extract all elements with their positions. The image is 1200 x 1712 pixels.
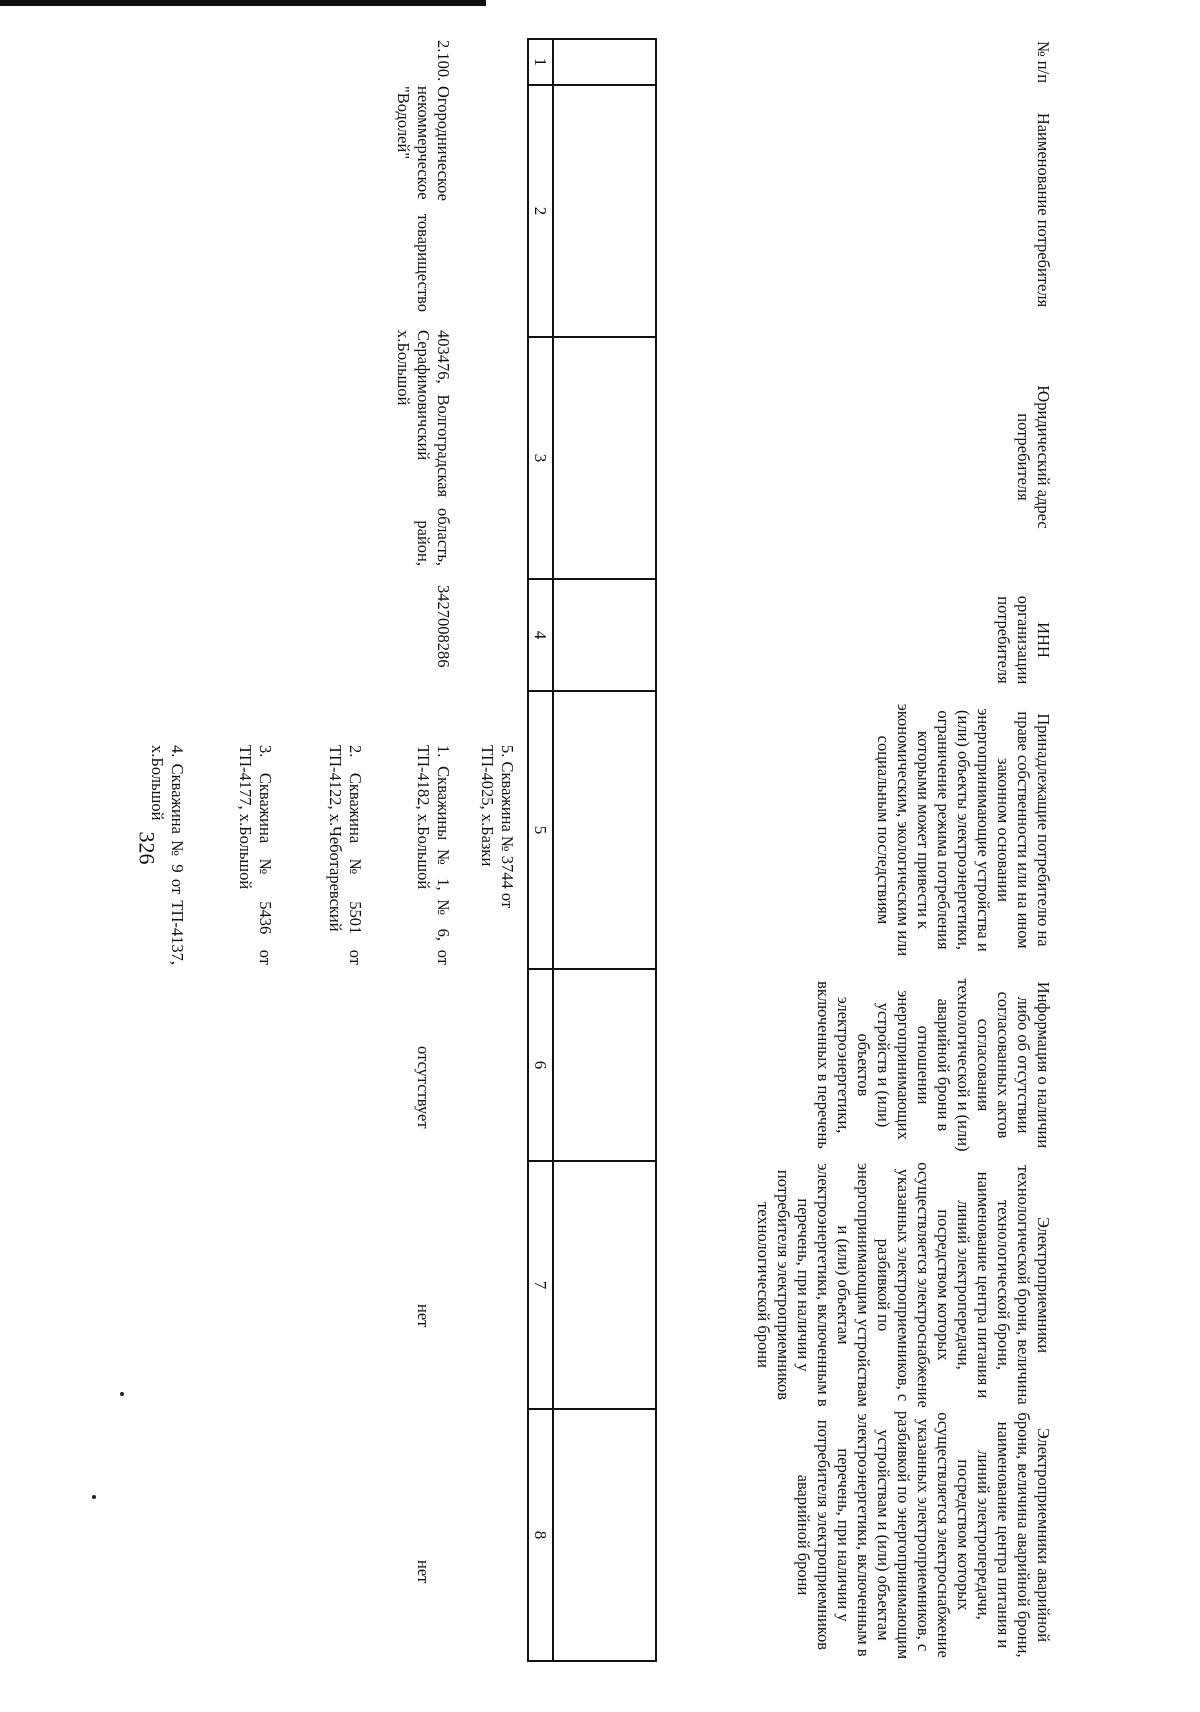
header-number-divider	[552, 38, 554, 1662]
header-consumer-name: Наименование потребителя	[1034, 112, 1053, 308]
tech-bron-value: нет	[414, 1304, 433, 1328]
page-number: 326	[134, 831, 160, 865]
device-item: 3. Скважина № 5436 от ТП-4177, х.Большой	[236, 745, 275, 965]
legal-address: 403476, Волгоградская область, Серафимовичский район, х.Большой	[394, 330, 453, 566]
header-inn: ИНН организации потребителя	[994, 595, 1053, 685]
header-tech-bron: Электроприемники технологической брони, величина технологической брони, наименование центра питания и линий электропередачи, посредством которых осуществляется электроснабжение указанных электроприемников, с разбивкой по энергопринимающим устройствам и (или) объектам электроэнергетики, включенным в перечень, при наличии у потребителя электроприемников технологической брони	[754, 1162, 1053, 1408]
acts-info-value: отсутствует	[414, 1046, 433, 1129]
col-number: 8	[531, 1530, 550, 1540]
header-emergency-bron: Электроприемники аварийной брони, величина аварийной брони, наименование центра питания и линий электропередачи, посредством которых осуществляется электроснабжение указанных электроприемников, с разбивкой по энергопринимающим устройствам и (или) объектам электроэнергетики, включенным в перечень, при наличии у потребителя электроприемников аварийной брони	[794, 1410, 1053, 1660]
header-bottom-border	[527, 38, 529, 1662]
header-legal-address: Юридический адрес потребителя	[1014, 385, 1053, 529]
col-number: 6	[531, 1060, 550, 1070]
col-number: 7	[531, 1280, 550, 1290]
col-number: 4	[531, 630, 550, 640]
header-acts-info: Информация о наличии либо об отсутствии согласованных актов согласования технологической и (или) аварийной брони в отношении энергопринимающих устройств и (или) объектов электроэнергетики, включенных в перечень	[814, 978, 1053, 1152]
col-number: 5	[531, 825, 550, 835]
table-border-right	[527, 1660, 657, 1662]
col-number: 3	[531, 453, 550, 463]
header-devices: Принадлежащие потребителю на праве собственности или на ином законном основании энергопринимающие устройства и (или) объекты электроэнергетики, ограничение режима потребления которыми может привести к экономическим, экологическим или социальным последствиям	[874, 703, 1053, 957]
device-item: 4. Скважина № 9 от ТП-4137, х.Большой	[148, 745, 187, 965]
row-number: 2.100.	[434, 40, 453, 82]
col-number: 1	[531, 57, 550, 67]
consumer-name: Огородническое некоммерческое товарищество "Водолей"	[394, 86, 453, 312]
carryover-device-item: 5. Скважина № 3744 от ТП-4025, х.Базки	[478, 745, 517, 909]
header-num: № п/п	[1034, 40, 1053, 84]
inn-value: 3427008286	[434, 585, 453, 668]
col-number: 2	[531, 206, 550, 216]
emergency-bron-value: нет	[414, 1560, 433, 1584]
device-item: 2. Скважина № 5501 от ТП-4122, х.Чеботаревский	[326, 745, 365, 965]
device-item: 1. Скважины № 1, № 6, от ТП-4182, х.Большой	[414, 745, 453, 965]
table-border-top	[655, 38, 657, 1662]
